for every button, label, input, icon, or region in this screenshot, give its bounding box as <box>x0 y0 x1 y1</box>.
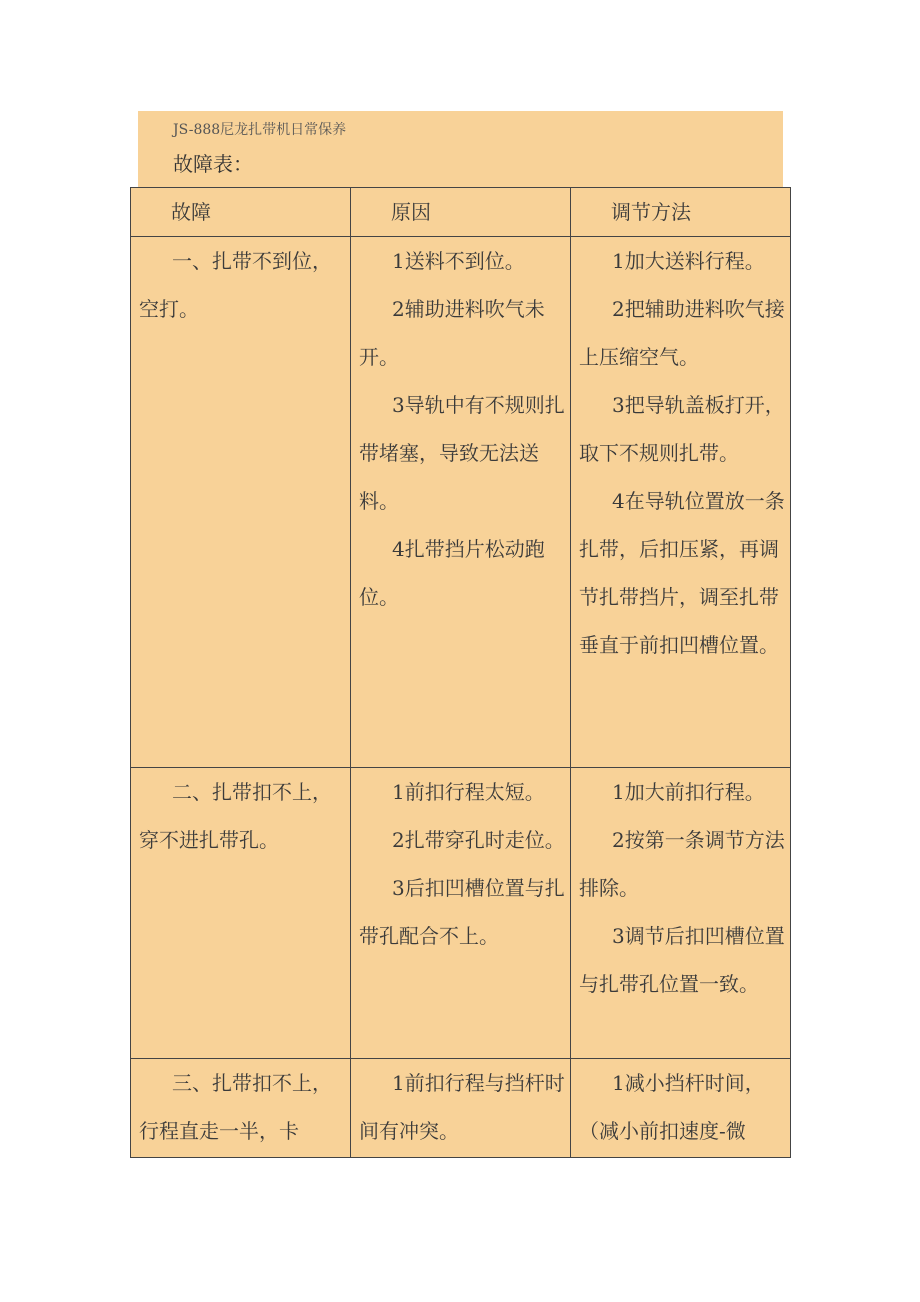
fault-text: 一、扎带不到位，空打。 <box>139 249 332 321</box>
table-header-row <box>131 188 791 237</box>
cause-item: 3导轨中有不规则扎带堵塞，导致无法送料。 <box>359 393 565 513</box>
fix-cell <box>571 237 791 768</box>
fault-cell <box>131 1059 351 1158</box>
table-row <box>131 237 791 768</box>
fix-cell <box>571 1059 791 1158</box>
fix-item: 2按第一条调节方法排除。 <box>579 828 785 900</box>
fix-cell <box>571 768 791 1059</box>
cause-item: 1送料不到位。 <box>392 249 525 273</box>
fault-cell <box>131 768 351 1059</box>
table-row <box>131 1059 791 1158</box>
fix-item: 4在导轨位置放一条扎带，后扣压紧，再调节扎带挡片，调至扎带垂直于前扣凹槽位置。 <box>579 489 785 657</box>
cause-cell <box>351 237 571 768</box>
fault-text: 二、扎带扣不上，穿不进扎带孔。 <box>139 780 332 852</box>
fix-item: 2把辅助进料吹气接上压缩空气。 <box>579 297 785 369</box>
table-row <box>131 768 791 1059</box>
fix-item: 1加大送料行程。 <box>612 249 765 273</box>
fix-item: 3把导轨盖板打开，取下不规则扎带。 <box>579 393 785 465</box>
cause-item: 2扎带穿孔时走位。 <box>392 828 565 852</box>
section-label: 故障表： <box>173 152 253 176</box>
fault-text: 三、扎带扣不上，行程直走一半，卡 <box>139 1071 332 1143</box>
cause-item: 4扎带挡片松动跑位。 <box>359 537 545 609</box>
cause-item: 1前扣行程太短。 <box>392 780 545 804</box>
header-fix: 调节方法 <box>571 188 791 237</box>
cause-cell <box>351 768 571 1059</box>
cause-item: 1前扣行程与挡杆时间有冲突。 <box>359 1071 565 1143</box>
fix-item: 1减小挡杆时间，（减小前扣速度-微 <box>579 1071 765 1143</box>
fault-table <box>130 187 791 1158</box>
fault-cell <box>131 237 351 768</box>
cause-item: 2辅助进料吹气未开。 <box>359 297 545 369</box>
document-title: JS-888尼龙扎带机日常保养 <box>173 122 347 138</box>
header-fault: 故障 <box>131 188 351 237</box>
fix-item: 3调节后扣凹槽位置与扎带孔位置一致。 <box>579 924 785 996</box>
cause-item: 3后扣凹槽位置与扎带孔配合不上。 <box>359 876 565 948</box>
header-cause: 原因 <box>351 188 571 237</box>
fix-item: 1加大前扣行程。 <box>612 780 765 804</box>
cause-cell <box>351 1059 571 1158</box>
